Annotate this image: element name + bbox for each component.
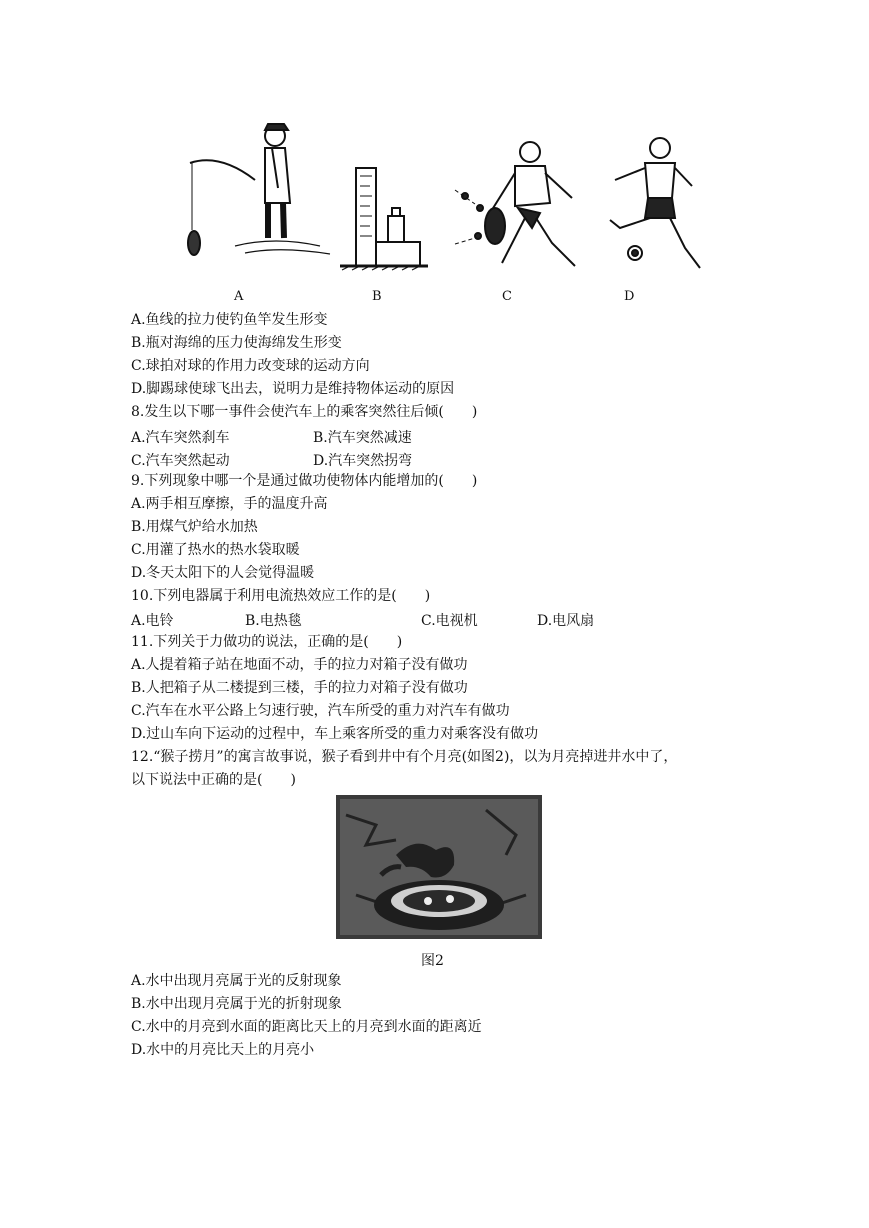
q9-option-a: A.两手相互摩擦，手的温度升高 (131, 496, 328, 512)
figure-2-monkey-and-well (336, 795, 542, 939)
q12-stem-line1: 12.“猴子捞月”的寓言故事说，猴子看到井中有个月亮(如图2)，以为月亮掉进井水中了， (131, 749, 678, 765)
q12-option-c: C.水中的月亮到水面的距离比天上的月亮到水面的距离近 (131, 1019, 482, 1035)
q10-option-b: B.电热毯 (245, 613, 302, 629)
figure-a-fisherman (188, 124, 330, 255)
figure-label-b: B (372, 289, 382, 304)
q8-option-a: A.汽车突然刹车 (131, 430, 230, 446)
q11-option-a: A.人提着箱子站在地面不动，手的拉力对箱子没有做功 (131, 657, 468, 673)
q7-option-b: B.瓶对海绵的压力使海绵发生形变 (131, 335, 342, 351)
figure-c-tennis-player (455, 142, 575, 266)
q11-option-c: C.汽车在水平公路上匀速行驶，汽车所受的重力对汽车有做功 (131, 703, 510, 719)
figure-label-a: A (234, 289, 244, 304)
q8-option-b: B.汽车突然减速 (313, 430, 412, 446)
q7-option-c: C.球拍对球的作用力改变球的运动方向 (131, 358, 370, 374)
q11-option-d: D.过山车向下运动的过程中，车上乘客所受的重力对乘客没有做功 (131, 726, 539, 742)
q8-option-c: C.汽车突然起动 (131, 453, 230, 469)
q9-option-c: C.用灌了热水的热水袋取暖 (131, 542, 300, 558)
question7-figures (180, 118, 710, 278)
q10-option-a: A.电铃 (131, 613, 174, 629)
figure-b-bottle-on-sponge (340, 168, 428, 270)
q11-stem: 11.下列关于力做功的说法，正确的是( ) (131, 634, 403, 650)
q8-stem: 8.发生以下哪一事件会使汽车上的乘客突然往后倾( ) (131, 404, 478, 420)
figure-label-d: D (624, 289, 635, 304)
q7-option-a: A.鱼线的拉力使钓鱼竿发生形变 (131, 312, 328, 328)
q10-option-d: D.电风扇 (537, 613, 595, 629)
q12-option-a: A.水中出现月亮属于光的反射现象 (131, 973, 342, 989)
q11-option-b: B.人把箱子从二楼提到三楼，手的拉力对箱子没有做功 (131, 680, 468, 696)
q9-option-b: B.用煤气炉给水加热 (131, 519, 258, 535)
q12-stem-line2: 以下说法中正确的是( ) (131, 772, 296, 788)
q7-option-d: D.脚踢球使球飞出去，说明力是维持物体运动的原因 (131, 381, 455, 397)
q10-stem: 10.下列电器属于利用电流热效应工作的是( ) (131, 588, 431, 604)
figure-d-football-player (610, 138, 700, 268)
figure-label-c: C (502, 289, 512, 304)
q8-option-d: D.汽车突然拐弯 (313, 453, 413, 469)
q9-stem: 9.下列现象中哪一个是通过做功使物体内能增加的( ) (131, 473, 478, 489)
q10-option-c: C.电视机 (421, 613, 478, 629)
figure-2-caption: 图2 (421, 953, 444, 969)
q12-option-b: B.水中出现月亮属于光的折射现象 (131, 996, 342, 1012)
q12-option-d: D.水中的月亮比天上的月亮小 (131, 1042, 315, 1058)
q9-option-d: D.冬天太阳下的人会觉得温暖 (131, 565, 315, 581)
